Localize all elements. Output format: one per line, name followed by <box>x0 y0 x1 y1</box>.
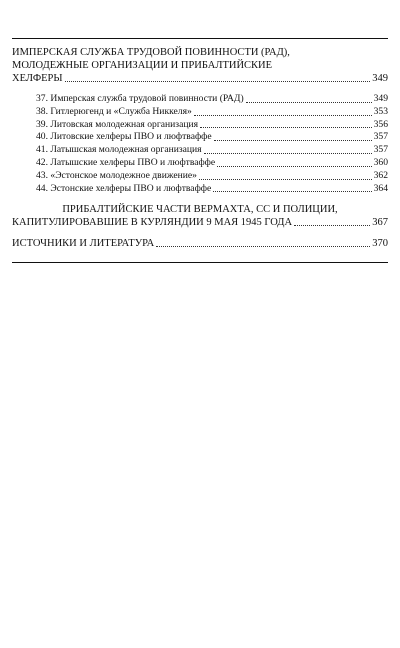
top-rule <box>12 38 388 39</box>
toc-entry[interactable] <box>12 157 388 170</box>
dot-leader <box>200 127 372 128</box>
toc-entry[interactable] <box>12 144 388 157</box>
page-number: 357 <box>373 144 388 156</box>
page-number: 360 <box>373 156 388 168</box>
toc-entry[interactable] <box>12 106 388 119</box>
toc-section-heading <box>12 203 388 229</box>
page-number: 362 <box>373 169 388 181</box>
page-number: 370 <box>372 238 388 250</box>
dot-leader <box>65 81 371 82</box>
entry-title: 43. «Эстонское молодежное движение» <box>36 169 197 181</box>
page-number: 349 <box>372 73 388 84</box>
toc-entry[interactable] <box>12 170 388 183</box>
toc-entry[interactable] <box>12 183 388 196</box>
entry-title: 39. Литовская молодежная организация <box>36 118 199 130</box>
page-number: 349 <box>373 93 388 104</box>
section-title-line: КАПИТУЛИРОВАВШИЕ В КУРЛЯНДИИ 9 МАЯ 1945 ГОДА <box>12 217 293 229</box>
entry-title: 38. Гитлерюгенд и «Служба Никкеля» <box>36 105 192 117</box>
dot-leader <box>199 179 372 180</box>
toc-section-heading <box>12 237 388 250</box>
entry-title: 40. Литовские хелферы ПВО и люфтваффе <box>36 131 212 143</box>
toc-entry[interactable] <box>12 119 388 132</box>
entry-title: 41. Латышская молодежная организация <box>36 144 202 156</box>
dot-leader <box>217 166 371 167</box>
section-title-line: ХЕЛФЕРЫ <box>12 73 63 84</box>
show-through-imprint <box>60 280 360 330</box>
entry-title: 42. Латышские хелферы ПВО и люфтваффе <box>36 156 216 168</box>
bottom-rule <box>12 262 388 263</box>
toc-entry-list <box>12 93 388 195</box>
entry-title: 37. Имперская служба трудовой повинности (РАД) <box>36 93 244 104</box>
section-title-line: ИМПЕРСКАЯ СЛУЖБА ТРУДОВОЙ ПОВИННОСТИ (РАД), <box>12 47 290 58</box>
toc-entry[interactable] <box>12 93 388 106</box>
toc-entry[interactable] <box>12 131 388 144</box>
dot-leader <box>213 191 371 192</box>
dot-leader <box>204 153 372 154</box>
page-number: 364 <box>373 182 388 194</box>
page-number: 356 <box>373 118 388 130</box>
page-number: 367 <box>372 217 388 229</box>
section-title-line: ПРИБАЛТИЙСКИЕ ЧАСТИ ВЕРМАХТА, СС И ПОЛИЦИИ, <box>62 204 338 216</box>
dot-leader <box>294 225 370 226</box>
toc-section-heading <box>12 46 388 85</box>
page-number: 353 <box>373 105 388 117</box>
entry-title: 44. Эстонские хелферы ПВО и люфтваффе <box>36 182 212 194</box>
section-title-line: МОЛОДЕЖНЫЕ ОРГАНИЗАЦИИ И ПРИБАЛТИЙСКИЕ <box>12 60 273 71</box>
dot-leader <box>194 115 372 116</box>
dot-leader <box>246 102 372 103</box>
page-number: 357 <box>373 131 388 143</box>
section-title-line: ИСТОЧНИКИ И ЛИТЕРАТУРА <box>12 238 155 250</box>
table-of-contents <box>12 40 388 256</box>
dot-leader <box>156 246 370 247</box>
dot-leader <box>214 140 372 141</box>
